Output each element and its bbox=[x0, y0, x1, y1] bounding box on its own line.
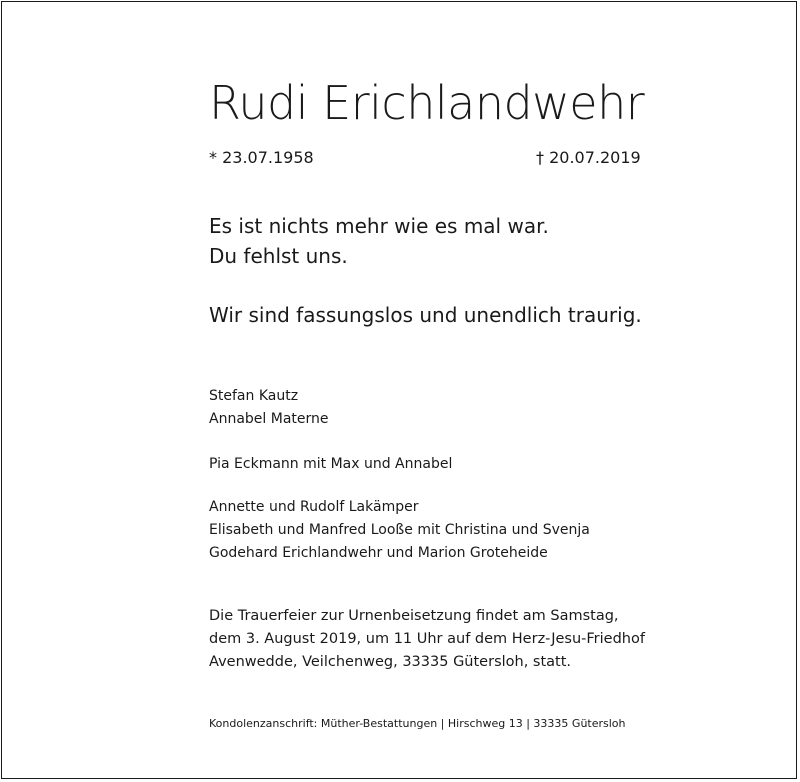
ceremony-notice bbox=[209, 605, 645, 674]
mourner-name: Pia Eckmann mit Max und Annabel bbox=[209, 456, 453, 472]
verse-line-3: Wir sind fassungslos und unendlich traurig. bbox=[209, 303, 642, 327]
obituary-card bbox=[1, 1, 797, 779]
ceremony-line-2: dem 3. August 2019, um 11 Uhr auf dem Herz-Jesu-Friedhof bbox=[209, 631, 645, 647]
ceremony-line-3: Avenwedde, Veilchenweg, 33335 Gütersloh, statt. bbox=[209, 654, 572, 670]
mourner-name: Annabel Materne bbox=[209, 411, 329, 427]
verse-line-1: Es ist nichts mehr wie es mal war. bbox=[209, 214, 549, 238]
mourner-group-2 bbox=[209, 453, 452, 476]
birth-date: * 23.07.1958 bbox=[209, 148, 314, 167]
mourner-name: Elisabeth und Manfred Looße mit Christina und Svenja bbox=[209, 522, 590, 538]
deceased-name: Rudi Erichlandwehr bbox=[209, 76, 645, 130]
mourner-group-1 bbox=[209, 385, 329, 431]
mourner-name: Stefan Kautz bbox=[209, 388, 299, 404]
condolence-address: Kondolenzanschrift: Müther-Bestattungen | Hirschweg 13 | 33335 Gütersloh bbox=[209, 717, 626, 730]
mourner-name: Godehard Erichlandwehr und Marion Groteheide bbox=[209, 545, 548, 561]
verse-line-2: Du fehlst uns. bbox=[209, 244, 348, 268]
mourner-name: Annette und Rudolf Lakämper bbox=[209, 499, 419, 515]
death-date: † 20.07.2019 bbox=[536, 148, 641, 167]
mourner-group-3 bbox=[209, 496, 590, 565]
ceremony-line-1: Die Trauerfeier zur Urnenbeisetzung findet am Samstag, bbox=[209, 608, 619, 624]
